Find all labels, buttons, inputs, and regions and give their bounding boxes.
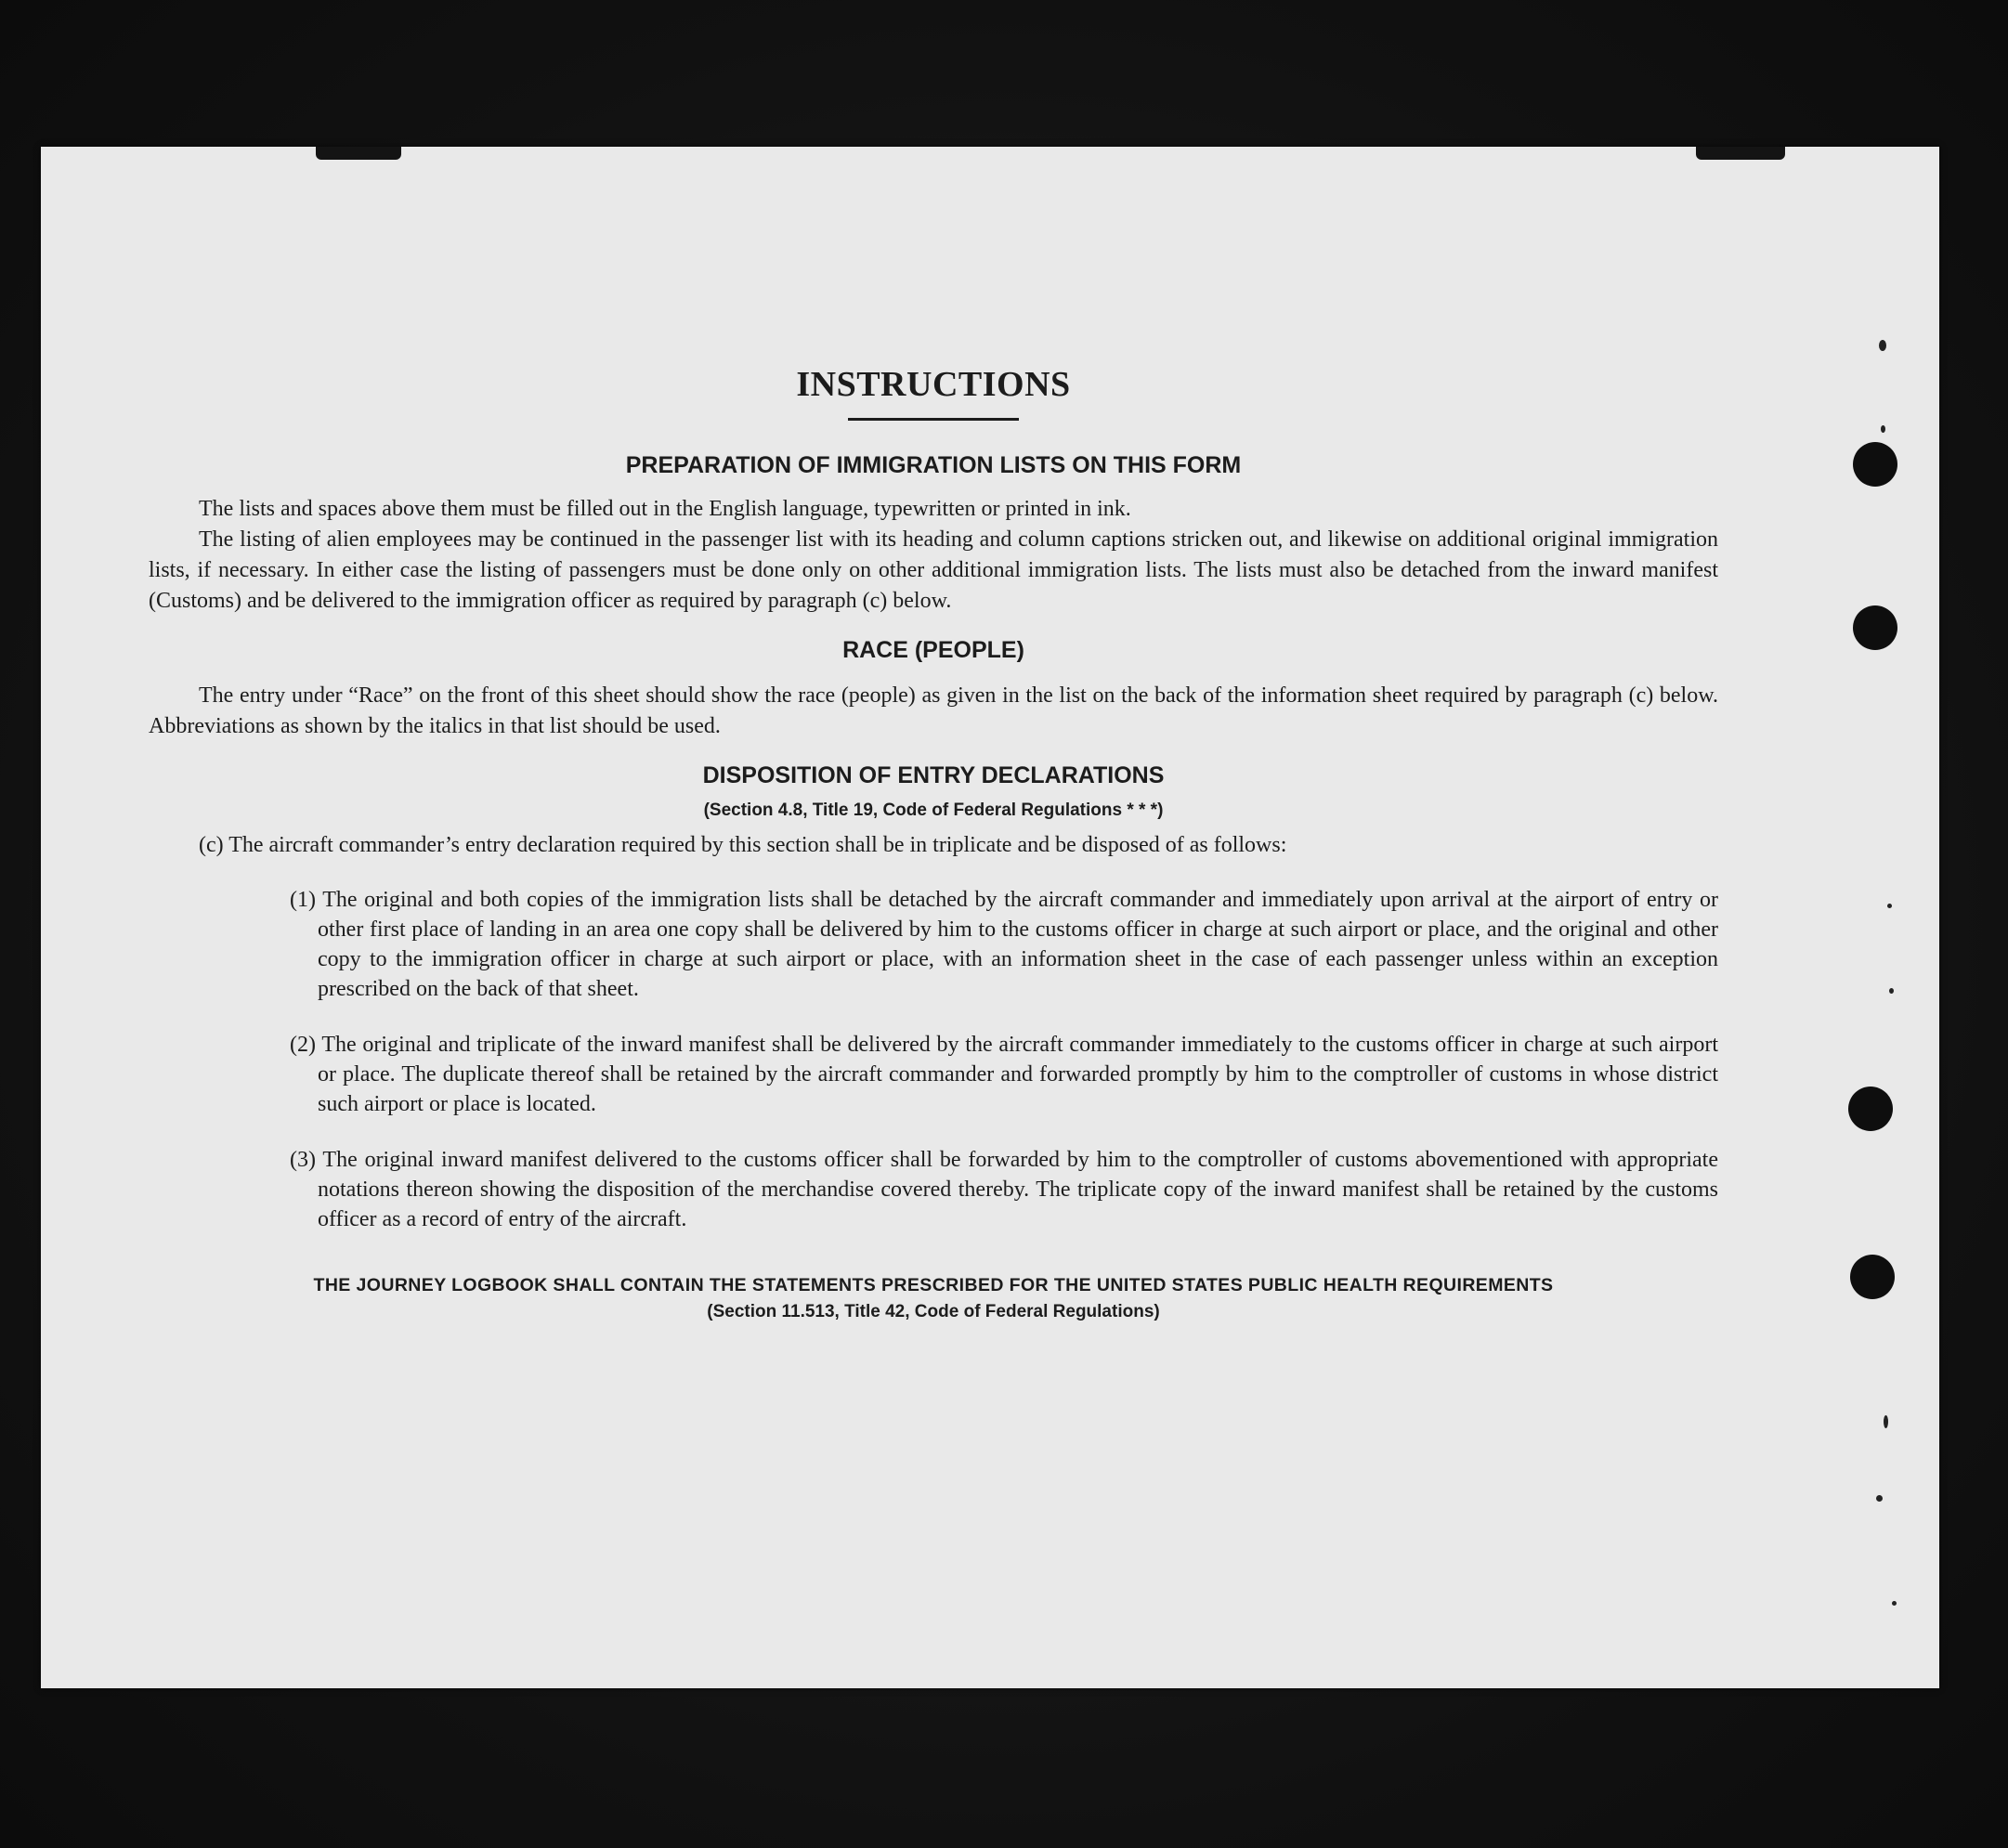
punch-hole <box>1853 605 1897 650</box>
list-item <box>149 885 1718 1004</box>
paragraph: The lists and spaces above them must be filled out in the English language, typewritten or printed in ink. <box>199 497 1131 521</box>
footer-heading: THE JOURNEY LOGBOOK SHALL CONTAIN THE STATEMENTS PRESCRIBED FOR THE UNITED STATES PUBLIC HEALTH REQUIREMENTS <box>313 1275 1554 1295</box>
page-title: INSTRUCTIONS <box>796 365 1071 404</box>
paper-speck <box>1876 1495 1883 1502</box>
list-item-text: The original inward manifest delivered to the customs officer shall be forwarded by him to the comptroller of customs abovementioned with appropriate notations thereon showing the disposition of the merchandise covered thereby. The triplicate copy of the inward manifest shall be retained by the customs officer as a record of entry of the aircraft. <box>318 1148 1718 1231</box>
paragraph-intro: (c) The aircraft commander’s entry declaration required by this section shall be in triplicate and be disposed of as follows: <box>199 833 1287 857</box>
paper-speck <box>1881 425 1885 433</box>
paper-tab-right <box>1696 147 1785 160</box>
list-item-number: (3) <box>290 1148 316 1172</box>
section-heading-preparation: PREPARATION OF IMMIGRATION LISTS ON THIS FORM <box>625 452 1242 478</box>
paper-speck <box>1884 1415 1888 1428</box>
paper-speck <box>1889 988 1894 994</box>
punch-hole <box>1850 1255 1895 1299</box>
paper-speck <box>1887 904 1892 908</box>
title-underline <box>848 418 1019 421</box>
list-item <box>149 1030 1718 1119</box>
footer-subheading: (Section 11.513, Title 42, Code of Federal Regulations) <box>707 1302 1160 1321</box>
paper-tab-left <box>316 147 401 160</box>
list-item-number: (2) <box>290 1033 316 1057</box>
list-item-number: (1) <box>290 888 316 912</box>
list-item-text: The original and triplicate of the inward manifest shall be delivered by the aircraft commander immediately to the customs officer in charge at such airport or place. The duplicate thereof shall be retained by the aircraft commander and forwarded promptly by him to the comptroller of customs in whose district such airport or place is located. <box>318 1033 1718 1116</box>
list-item-text: The original and both copies of the immigration lists shall be detached by the aircraft commander and immediately upon arrival at the airport of entry or other first place of landing in an area one copy shall be delivered by him to the customs officer in charge at such airport or place, and the original and other copy to the immigration officer in charge at such airport or place, with an information sheet in the case of each passenger unless within an exception prescribed on the back of that sheet. <box>318 888 1718 1001</box>
paper-speck <box>1892 1601 1897 1606</box>
punch-hole <box>1848 1087 1893 1131</box>
punch-hole <box>1853 442 1897 487</box>
document-content <box>149 214 1718 1322</box>
paper-speck <box>1879 340 1886 351</box>
section-subheading: (Section 4.8, Title 19, Code of Federal Regulations * * *) <box>703 800 1164 820</box>
section-heading-race: RACE (PEOPLE) <box>842 637 1024 663</box>
list-item <box>149 1145 1718 1234</box>
section-heading-disposition: DISPOSITION OF ENTRY DECLARATIONS <box>702 762 1165 788</box>
paragraph: The entry under “Race” on the front of this sheet should show the race (people) as given in the list on the back of the information sheet required by paragraph (c) below. Abbreviations as shown by the italics in that list should be used. <box>149 683 1718 738</box>
paragraph: The listing of alien employees may be continued in the passenger list with its heading and column captions stricken out, and likewise on additional original immigration lists, if necessary. In either case the listing of passengers must be done only on other additional immigration lists. The lists must also be detached from the inward manifest (Customs) and be delivered to the immigration officer as required by paragraph (c) below. <box>149 527 1718 613</box>
